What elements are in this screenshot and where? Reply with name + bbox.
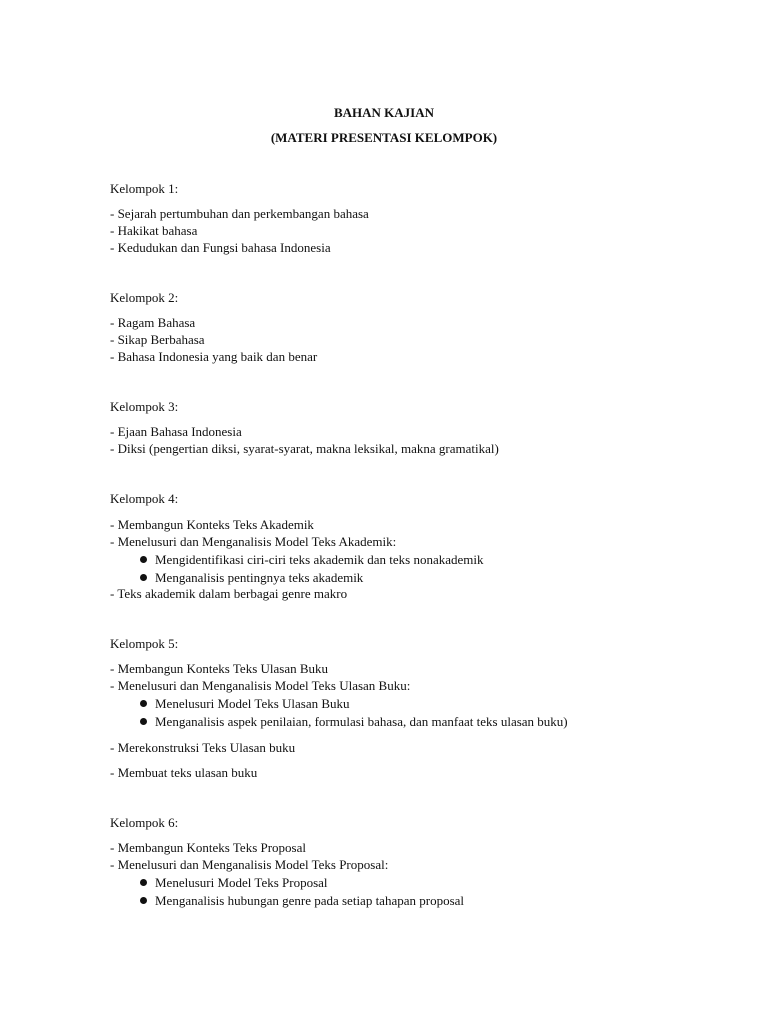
bullet-icon	[140, 574, 147, 581]
group-2-heading: Kelompok 2:	[110, 290, 179, 305]
bullet-icon	[140, 556, 147, 563]
group-5-item: - Membangun Konteks Teks Ulasan Buku	[110, 661, 329, 676]
group-1-item: - Sejarah pertumbuhan dan perkembangan bahasa	[110, 206, 369, 221]
group-5-item: - Membuat teks ulasan buku	[110, 765, 258, 780]
group-3-heading: Kelompok 3:	[110, 399, 179, 414]
group-5-bullet: Menganalisis aspek penilaian, formulasi bahasa, dan manfaat teks ulasan buku)	[140, 713, 568, 730]
bullet-icon	[140, 897, 147, 904]
group-3-item: - Ejaan Bahasa Indonesia	[110, 424, 242, 439]
group-2-item: - Ragam Bahasa	[110, 315, 196, 330]
group-4-heading: Kelompok 4:	[110, 491, 179, 506]
group-4-bullet: Mengidentifikasi ciri-ciri teks akademik dan teks nonakademik	[140, 551, 484, 568]
group-6-heading: Kelompok 6:	[110, 815, 179, 830]
group-5-heading: Kelompok 5:	[110, 636, 179, 651]
group-6-item: - Menelusuri dan Menganalisis Model Teks Proposal:	[110, 857, 389, 872]
group-1-item: - Kedudukan dan Fungsi bahasa Indonesia	[110, 240, 331, 255]
group-3-item: - Diksi (pengertian diksi, syarat-syarat, makna leksikal, makna gramatikal)	[110, 441, 499, 456]
group-6-item: - Membangun Konteks Teks Proposal	[110, 840, 306, 855]
group-5-item: - Menelusuri dan Menganalisis Model Teks Ulasan Buku:	[110, 678, 411, 693]
bullet-icon	[140, 718, 147, 725]
group-4-item: - Menelusuri dan Menganalisis Model Teks Akademik:	[110, 534, 397, 549]
group-4-item: - Teks akademik dalam berbagai genre makro	[110, 586, 348, 601]
group-5-item: - Merekonstruksi Teks Ulasan buku	[110, 740, 296, 755]
group-2-item: - Sikap Berbahasa	[110, 332, 205, 347]
group-6-bullet: Menganalisis hubungan genre pada setiap tahapan proposal	[140, 892, 464, 909]
bullet-icon	[140, 700, 147, 707]
document-title: BAHAN KAJIAN	[333, 105, 435, 120]
group-2-item: - Bahasa Indonesia yang baik dan benar	[110, 349, 318, 364]
group-6-bullet: Menelusuri Model Teks Proposal	[140, 874, 328, 891]
group-4-bullet: Menganalisis pentingnya teks akademik	[140, 569, 363, 586]
group-1-item: - Hakikat bahasa	[110, 223, 198, 238]
group-4-item: - Membangun Konteks Teks Akademik	[110, 517, 314, 532]
group-1-heading: Kelompok 1:	[110, 181, 179, 196]
bullet-icon	[140, 879, 147, 886]
document-subtitle: (MATERI PRESENTASI KELOMPOK)	[270, 130, 498, 145]
group-5-bullet: Menelusuri Model Teks Ulasan Buku	[140, 695, 350, 712]
